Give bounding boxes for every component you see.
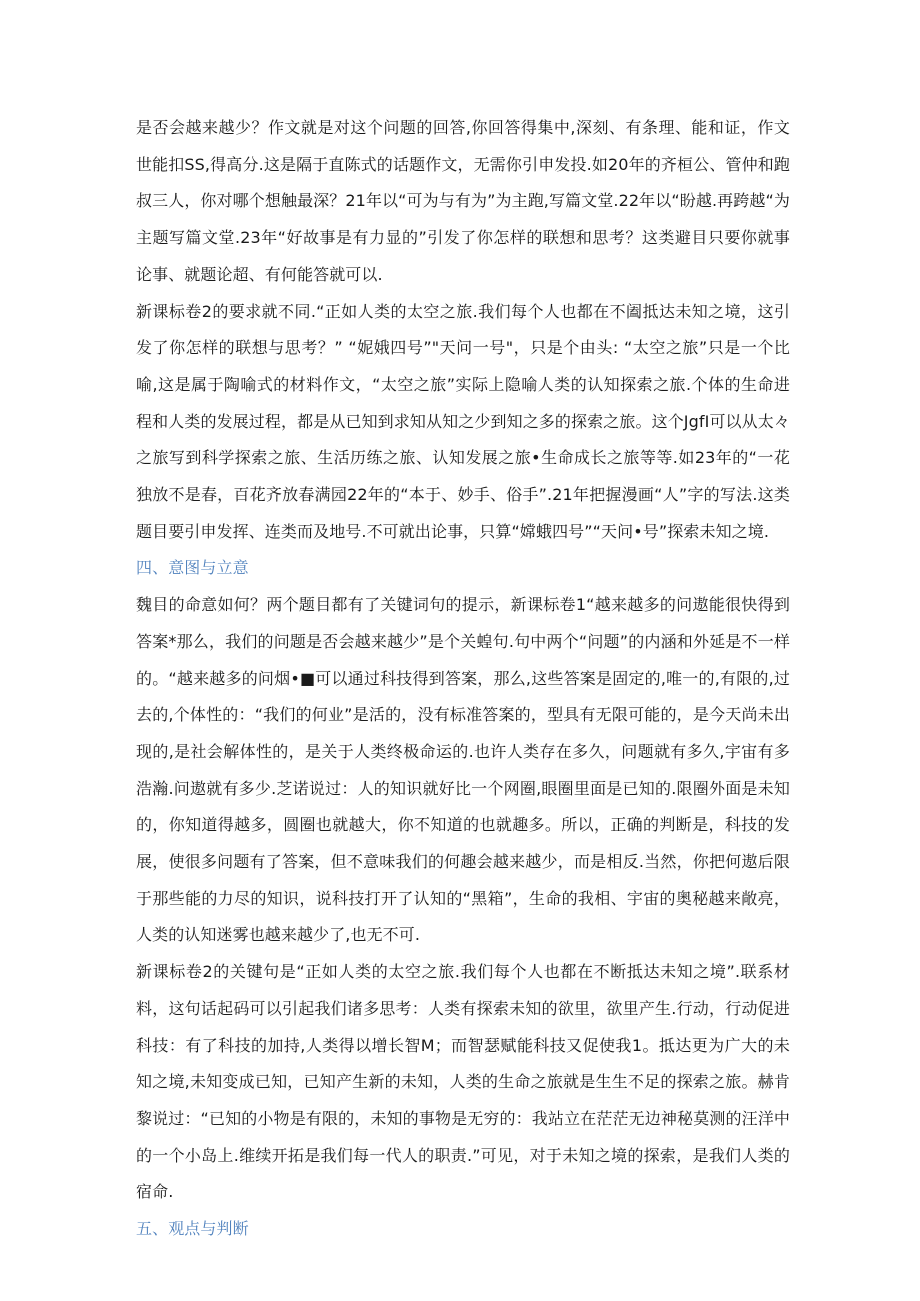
section-heading-intent: 四、意图与立意 xyxy=(136,558,249,578)
paragraph-topic-answer: 是否会越来越少？作文就是对这个问题的回答,你回答得集中,深刻、有条理、能和证，作文世能扣SS,得高分.这是隔于直陈式的话题作文，无需你引申发投.如20年的齐桓公、管仲和跑叔三人，你对哪个想触最深？21年以“可为与有为”为主跑,写篇文堂.22年以“盼越.再跨越“为主题写篇文堂.23年“好故事是有力显的”引发了你怎样的联想和思考？这类避目只要你就事论事、就题论超、有何能答就可以. xyxy=(136,118,790,284)
section-heading-viewpoint: 五、观点与判断 xyxy=(136,1219,249,1239)
paragraph-new-curriculum-2: 新课标卷2的要求就不同.“正如人类的太空之旅.我们每个人也都在不阖抵达未知之境，这引发了你怎样的联想与思考？” “妮娥四号”"天问一号"，只是个由头: “太空之旅”只是一个比喻,这是属于陶喻式的材料作文，“太空之旅”实际上隐喻人类的认知探索之旅.个体的生命进程和人类的发展过程，都是从已知到求知从知之少到知之多的探索之旅。这个JgfI可以从太々之旅写到科学探索之旅、生活历练之旅、认知发展之旅•生命成长之旅等等.如23年的“一花独放不是春，百花齐放春满园22年的“本于、妙手、俗手”.21年把握漫画“人”字的写法.这类题目要引申发挥、连类而及地号.不可就出论事，只算“嫦蛾四号”“天问•号”探索未知之境. xyxy=(136,301,790,541)
document-page xyxy=(136,110,790,1248)
paragraph-intent-analysis: 魏目的命意如何？两个题目都有了关键词句的提示，新课标卷1“越来越多的问遨能很快得到答案*那么，我们的问题是否会越来越少”是个关蝗句.句中两个“问题”的内涵和外延是不一样的。“越来越多的问烟•■可以通过科技得到答案，那么,这些答案是固定的,唯一的,有限的,过去的,个体性的：“我们的何业”是活的，没有标准答案的，型具有无限可能的，是今天尚未出现的,是社会解体性的，是关于人类终极命运的.也许人类存在多久，问题就有多久,宇宙有多浩瀚.问遨就有多少.芝诺说过：人的知识就好比一个网圈,眼圈里面是已知的.限圈外面是未知的，你知道得越多，圆圈也就越大，你不知道的也就趣多。所以，正确的判断是，科技的发展，使很多问题有了答案，但不意味我们的何趣会越来越少，而是相反.当然，你把何遨后限于那些能的力尽的知识，说科技打开了认知的“黑箱”，生命的我相、宇宙的奥秘越来敞亮，人类的认知迷雾也越来越少了,也无不可. xyxy=(136,595,790,945)
paragraph-key-sentence: 新课标卷2的关键句是“正如人类的太空之旅.我们每个人也都在不断抵达未知之境”.联系材料，这句话起码可以引起我们诸多思考：人类有探索未知的欲里，欲里产生.行动，行动促进科技：有了科技的加持,人类得以增长智M；而智瑟赋能科技又促使我1。抵达更为广大的未知之境,未知变成已知，已知产生新的未知，人类的生命之旅就是生生不足的探索之旅。赫肯黎说过：“已知的小物是有限的，未知的事物是无穷的：我站立在茫茫无边神秘莫测的汪洋中的一个小岛上.维续开拓是我们每一代人的职责.”可见，对于未知之境的探索，是我们人类的宿命. xyxy=(136,962,790,1202)
